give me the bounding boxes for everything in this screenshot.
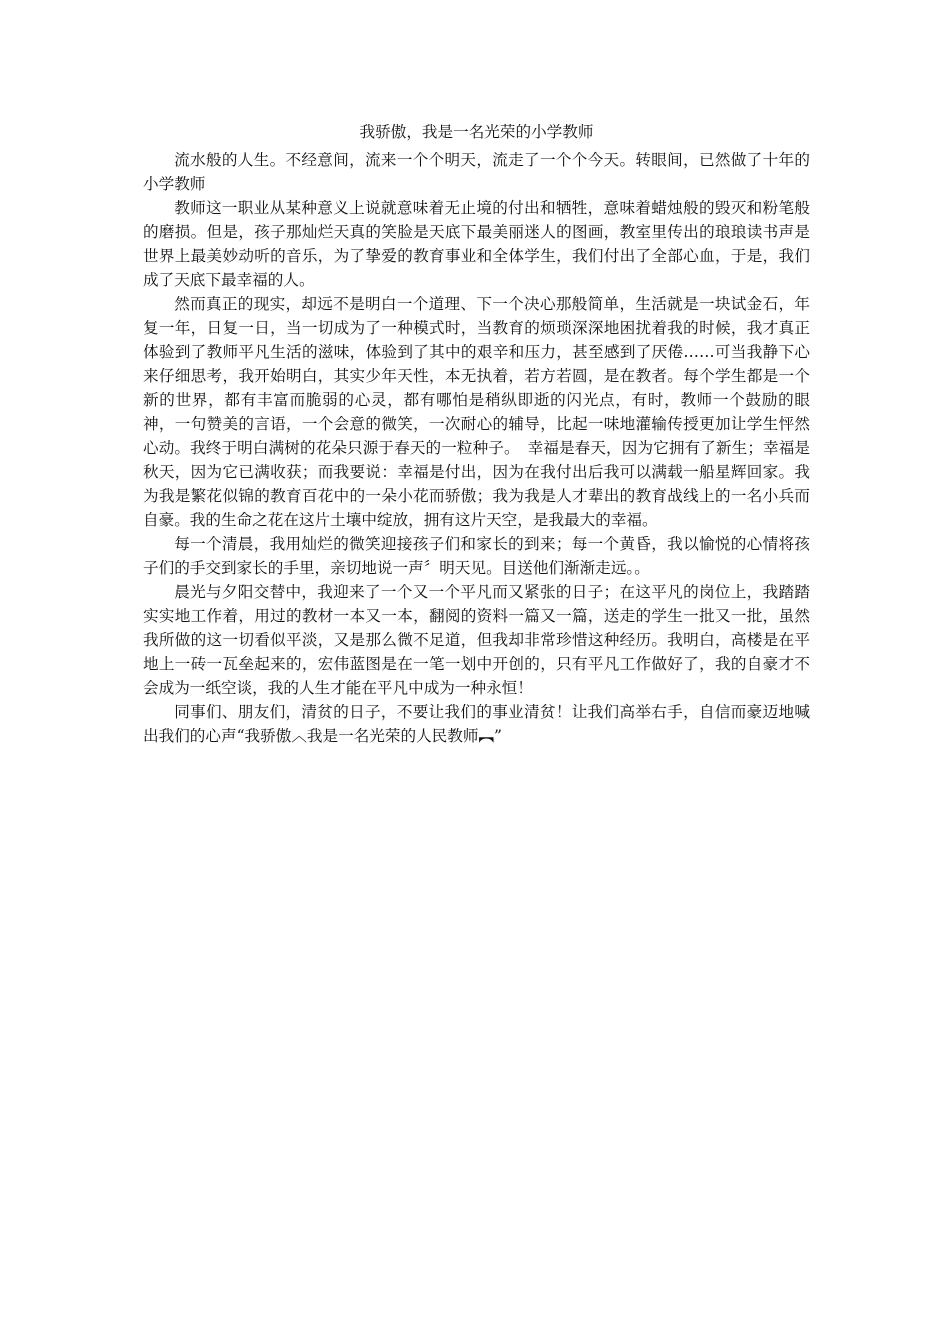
paragraph-1: 流水般的人生。不经意间，流来一个个明天，流走了一个个今天。转眼间，已然做了十年的小学教师 xyxy=(143,151,810,193)
paragraph-3: 然而真正的现实，却远不是明白一个道理、下一个决心那般简单，生活就是一块试金石，年复一年，日复一日，当一切成为了一种模式时，当教育的烦琐深深地困扰着我的时候，我才真正体验到了教师平凡生活的滋味，体验到了其中的艰辛和压力，甚至感到了厌倦……可当我静下心来仔细思考，我开始明白，其实少年天性，本无执着，若方若圆，是在教者。每个学生都是一个新的世界，都有丰富而脆弱的心灵，都有哪怕是稍纵即逝的闪光点，有时，教师一个鼓励的眼神，一句赞美的言语，一个会意的微笑，一次耐心的辅导，比起一味地灌输传授更加让学生怦然心动。我终于明白满树的花朵只源于春天的一粒种子。 幸福是春天，因为它拥有了新生；幸福是秋天，因为它已满收获；而我要说：幸福是付出，因为在我付出后我可以满载一船星辉回家。我为我是繁花似锦的教育百花中的一朵小花而骄傲；我为我是人才辈出的教育战线上的一名小兵而自豪。我的生命之花在这片土壤中绽放，拥有这片天空，是我最大的幸福。 xyxy=(143,295,810,529)
paragraph-6: 同事们、朋友们，清贫的日子，不要让我们的事业清贫！让我们高举右手，自信而豪迈地喊出我们的心声“我骄傲︿我是一名光荣的人民教师︻” xyxy=(143,703,810,745)
paragraph-5: 晨光与夕阳交替中，我迎来了一个又一个平凡而又紧张的日子；在这平凡的岗位上，我踏踏实实地工作着，用过的教材一本又一本，翻阅的资料一篇又一篇，送走的学生一批又一批，虽然我所做的这一切看似平淡，又是那么微不足道，但我却非常珍惜这种经历。我明白，高楼是在平地上一砖一瓦垒起来的，宏伟蓝图是在一笔一划中开创的，只有平凡工作做好了，我的自豪才不会成为一纸空谈，我的人生才能在平凡中成为一种永恒！ xyxy=(143,583,810,697)
paragraph-4: 每一个清晨，我用灿烂的微笑迎接孩子们和家长的到来；每一个黄昏，我以愉悦的心情将孩子们的手交到家长的手里，亲切地说一声〞明天见。目送他们渐渐走远。。 xyxy=(143,535,810,577)
document-body xyxy=(143,120,810,748)
document-title: 我骄傲，我是一名光荣的小学教师 xyxy=(359,123,594,141)
paragraph-2: 教师这一职业从某种意义上说就意味着无止境的付出和牺牲，意味着蜡烛般的毁灭和粉笔般的磨损。但是，孩子那灿烂天真的笑脸是天底下最美丽迷人的图画，教室里传出的琅琅读书声是世界上最美妙动听的音乐，为了挚爱的教育事业和全体学生，我们付出了全部心血，于是，我们成了天底下最幸福的人。 xyxy=(143,199,810,289)
